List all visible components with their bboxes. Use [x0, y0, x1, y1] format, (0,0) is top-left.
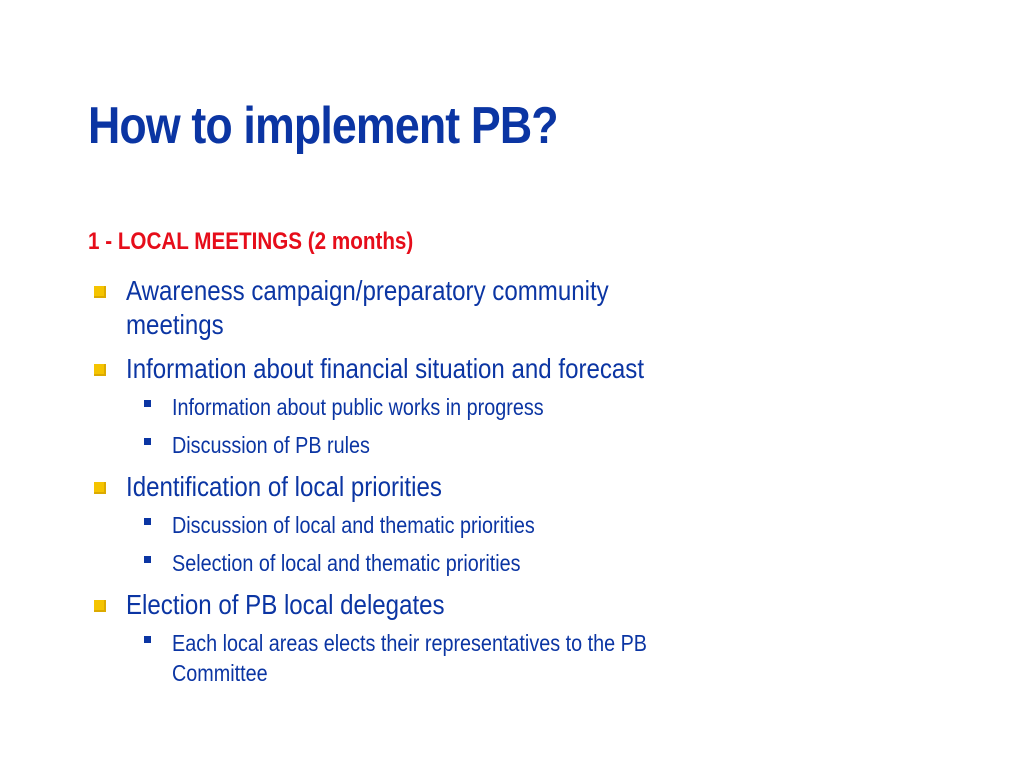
sub-bullet-text: Each local areas elects their representatives to the PB Committee [172, 630, 647, 686]
square-bullet-icon [94, 286, 106, 298]
sub-bullet-text: Discussion of local and thematic priorities [172, 512, 535, 538]
bullet-text: Information about financial situation and forecast [126, 353, 645, 384]
sub-bullet-item [126, 392, 788, 422]
section-heading: 1 - LOCAL MEETINGS (2 months) [88, 228, 414, 255]
bullet-item [88, 470, 788, 578]
sub-bullet-text: Selection of local and thematic priorities [172, 550, 521, 576]
sub-bullet-item [126, 510, 788, 540]
sub-bullet-item [126, 548, 788, 578]
small-square-bullet-icon [144, 438, 151, 445]
sub-bullet-list [126, 392, 788, 460]
bullet-text: Election of PB local delegates [126, 589, 445, 620]
small-square-bullet-icon [144, 400, 151, 407]
square-bullet-icon [94, 482, 106, 494]
sub-bullet-item [126, 628, 788, 688]
bullet-item [88, 352, 788, 460]
sub-bullet-item [126, 430, 788, 460]
slide-title: How to implement PB? [88, 97, 558, 155]
sub-bullet-list [126, 510, 788, 578]
bullet-item [88, 588, 788, 688]
sub-bullet-list [126, 628, 788, 688]
sub-bullet-text: Discussion of PB rules [172, 432, 370, 458]
bullet-text: Awareness campaign/preparatory community meetings [126, 275, 609, 340]
bullet-item [88, 274, 788, 342]
sub-bullet-text: Information about public works in progress [172, 394, 544, 420]
small-square-bullet-icon [144, 518, 151, 525]
bullet-list [88, 274, 788, 698]
square-bullet-icon [94, 364, 106, 376]
small-square-bullet-icon [144, 636, 151, 643]
square-bullet-icon [94, 600, 106, 612]
bullet-text: Identification of local priorities [126, 471, 442, 502]
small-square-bullet-icon [144, 556, 151, 563]
